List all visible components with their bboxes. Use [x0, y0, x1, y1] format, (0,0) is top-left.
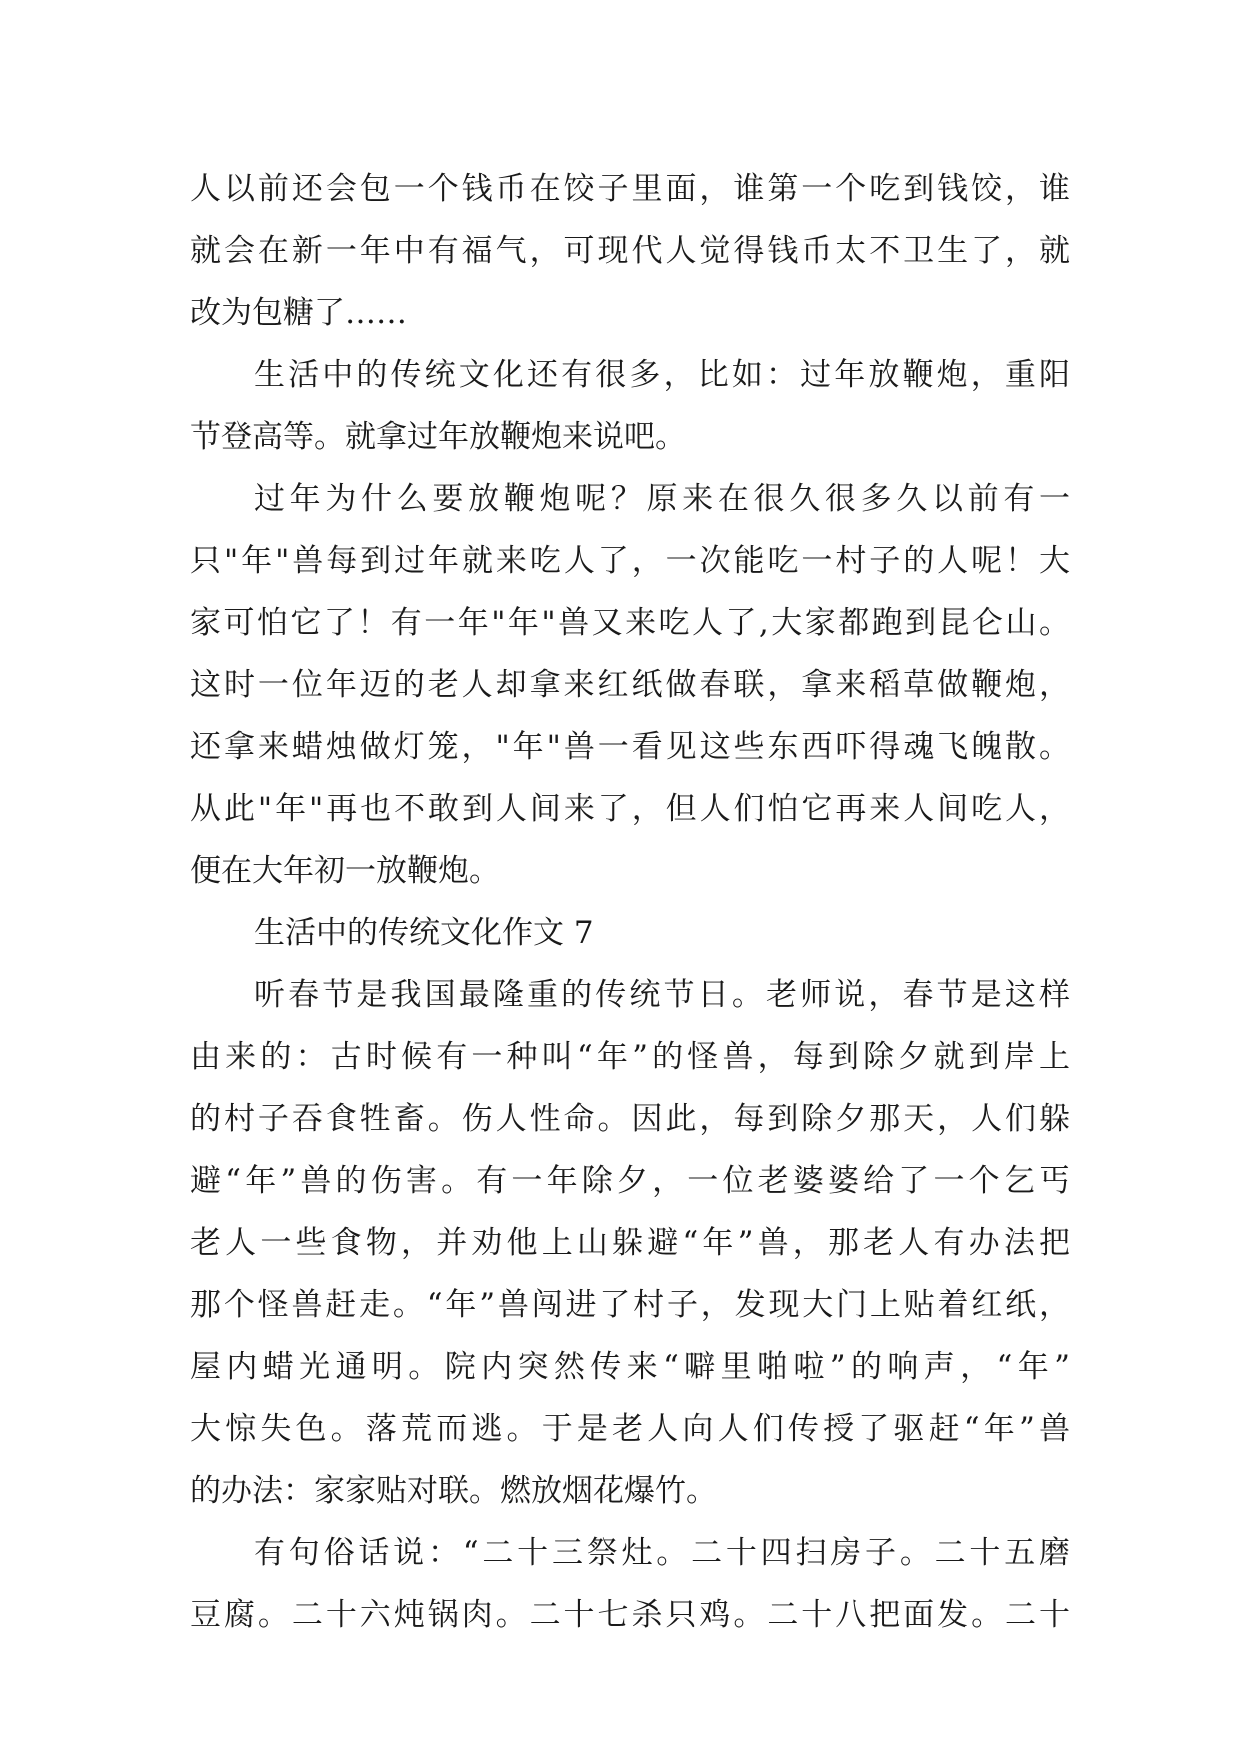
paragraph-first-line: 过年为什么要放鞭炮呢？原来在很久很多久以前有一: [254, 481, 1070, 517]
text-line: 只"年"兽每到过年就来吃人了，一次能吃一村子的人呢！大: [190, 543, 1070, 579]
text-line: 老人一些食物，并劝他上山躲避“年”兽，那老人有办法把: [190, 1225, 1070, 1261]
text-line: 节登高等。就拿过年放鞭炮来说吧。: [190, 419, 686, 455]
text-line: 的办法：家家贴对联。燃放烟花爆竹。: [190, 1473, 717, 1509]
text-line: 便在大年初一放鞭炮。: [190, 853, 500, 889]
text-line: 从此"年"再也不敢到人间来了，但人们怕它再来人间吃人，: [190, 791, 1070, 827]
text-line: 屋内蜡光通明。院内突然传来“噼里啪啦”的响声，“年”: [190, 1349, 1070, 1385]
text-line: 这时一位年迈的老人却拿来红纸做春联，拿来稻草做鞭炮，: [190, 667, 1070, 703]
text-line: 就会在新一年中有福气，可现代人觉得钱币太不卫生了，就: [190, 233, 1070, 269]
text-line: 改为包糖了……: [190, 295, 407, 331]
section-heading: 生活中的传统文化作文 7: [254, 915, 594, 951]
text-line: 还拿来蜡烛做灯笼，"年"兽一看见这些东西吓得魂飞魄散。: [190, 729, 1070, 765]
paragraph-first-line: 生活中的传统文化还有很多，比如：过年放鞭炮，重阳: [254, 357, 1070, 393]
text-line: 由来的：古时候有一种叫“年”的怪兽，每到除夕就到岸上: [190, 1039, 1070, 1075]
paragraph-first-line: 有句俗话说：“二十三祭灶。二十四扫房子。二十五磨: [254, 1535, 1070, 1571]
paragraph-first-line: 听春节是我国最隆重的传统节日。老师说，春节是这样: [254, 977, 1070, 1013]
document-body: [190, 158, 1070, 1646]
text-line: 人以前还会包一个钱币在饺子里面，谁第一个吃到钱饺，谁: [190, 171, 1070, 207]
text-line: 家可怕它了！有一年"年"兽又来吃人了,大家都跑到昆仑山。: [190, 605, 1070, 641]
text-line: 大惊失色。落荒而逃。于是老人向人们传授了驱赶“年”兽: [190, 1411, 1070, 1447]
text-line: 豆腐。二十六炖锅肉。二十七杀只鸡。二十八把面发。二十: [190, 1597, 1070, 1633]
text-line: 的村子吞食牲畜。伤人性命。因此，每到除夕那天，人们躲: [190, 1101, 1070, 1137]
text-line: 避“年”兽的伤害。有一年除夕，一位老婆婆给了一个乞丐: [190, 1163, 1070, 1199]
text-line: 那个怪兽赶走。“年”兽闯进了村子，发现大门上贴着红纸，: [190, 1287, 1070, 1323]
